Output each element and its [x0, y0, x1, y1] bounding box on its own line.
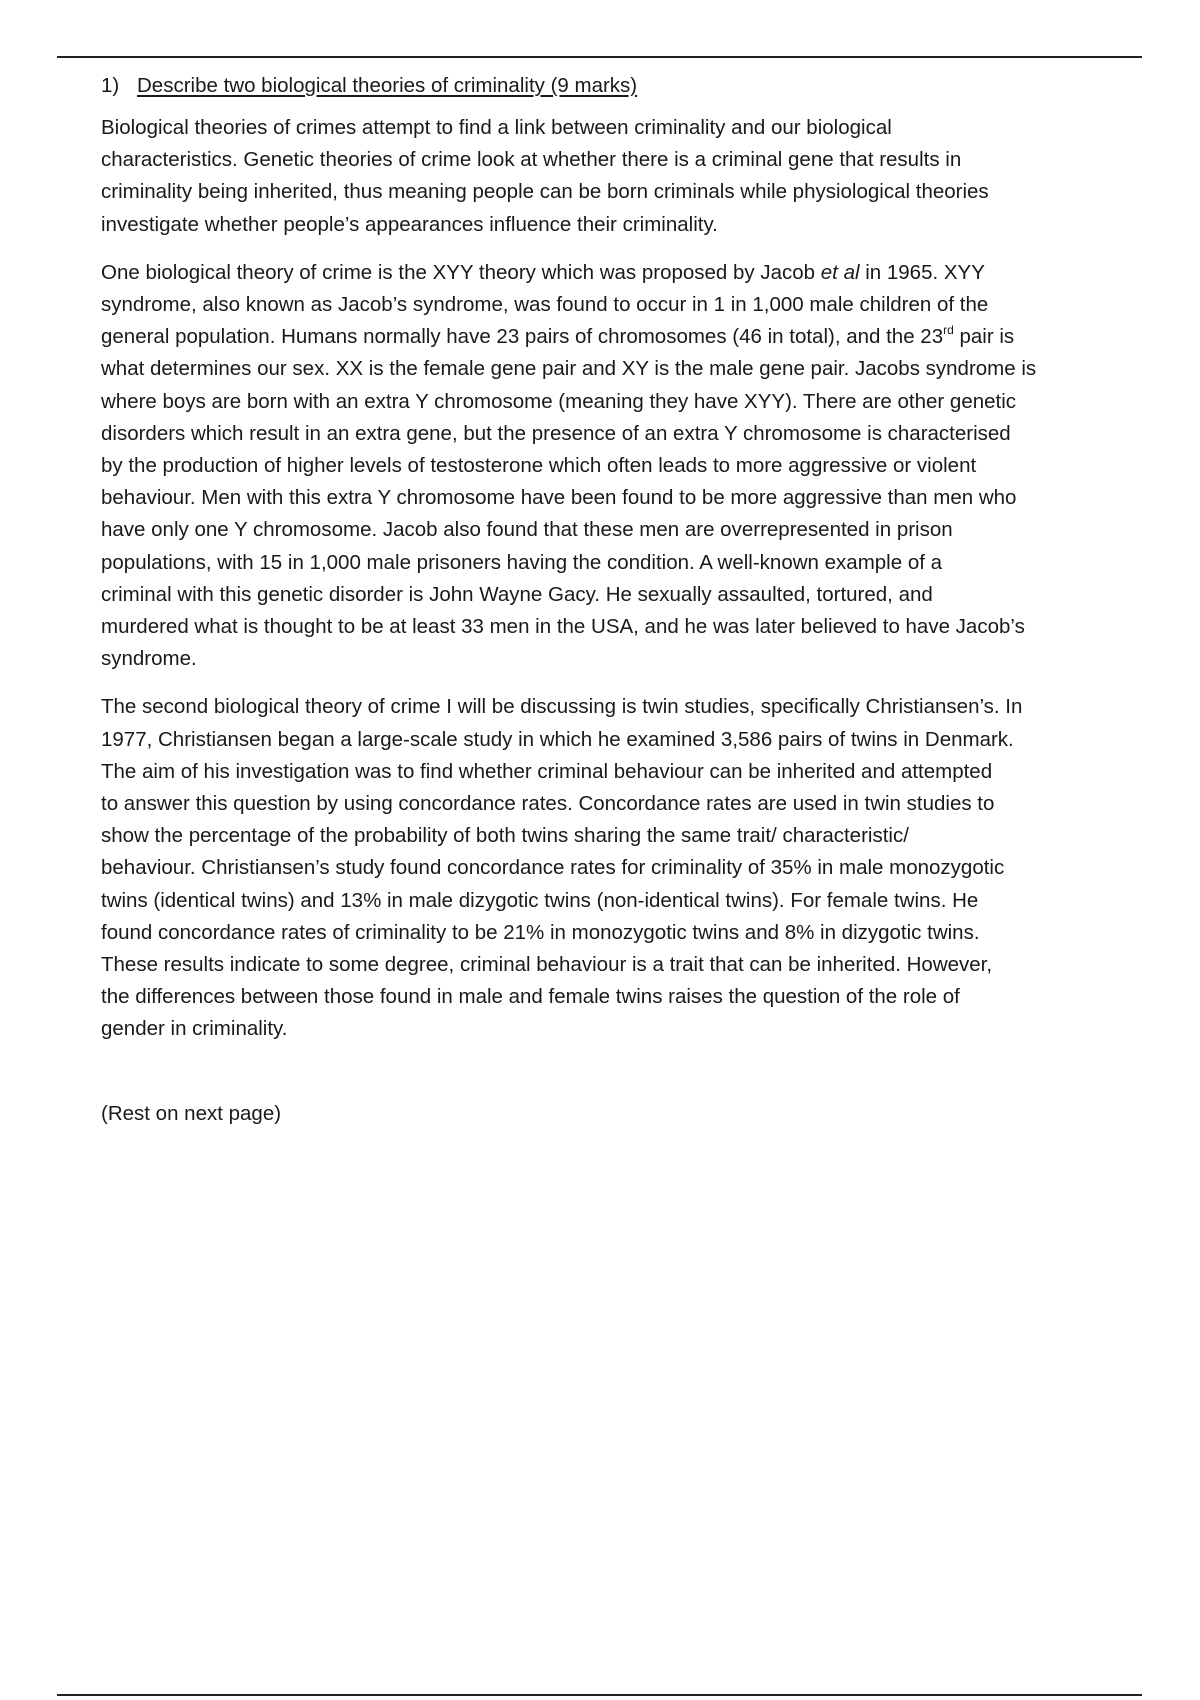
paragraph-line: show the percentage of the probability of both twins sharing the same trait/ characteristic/ — [101, 824, 909, 848]
text-run: in 1965. XYY — [859, 260, 985, 284]
paragraph-line: criminal with this genetic disorder is John Wayne Gacy. He sexually assaulted, tortured, and — [101, 582, 933, 606]
header-rule — [57, 56, 1142, 58]
intro-paragraph — [101, 112, 1101, 241]
paragraph-line: have only one Y chromosome. Jacob also found that these men are overrepresented in prison — [101, 518, 953, 542]
document-body — [101, 70, 1101, 1130]
paragraph-line: behaviour. Men with this extra Y chromosome have been found to be more aggressive than men who — [101, 486, 1017, 510]
paragraph-line: what determines our sex. XX is the female gene pair and XY is the male gene pair. Jacobs syndrome is — [101, 357, 1037, 381]
paragraph-line: murdered what is thought to be at least 33 men in the USA, and he was later believed to have Jacob’s — [101, 615, 1025, 639]
question-number: 1) — [101, 74, 120, 97]
paragraph-line: 1977, Christiansen began a large-scale study in which he examined 3,586 pairs of twins in Denmark. — [101, 727, 1014, 751]
xyy-paragraph — [101, 257, 1101, 676]
text-run: pair is — [953, 325, 1015, 349]
text-run: general population. Humans normally have 23 pairs of chromosomes (46 in total), and the 23 — [101, 325, 944, 349]
paragraph-line: syndrome, also known as Jacob’s syndrome, was found to occur in 1 in 1,000 male children of the — [101, 293, 989, 317]
paragraph-line — [101, 257, 1101, 289]
paragraph-line: gender in criminality. — [101, 1017, 288, 1041]
paragraph-line: criminality being inherited, thus meaning people can be born criminals while physiological theories — [101, 180, 989, 204]
paragraph-line: characteristics. Genetic theories of crime look at whether there is a criminal gene that results in — [101, 148, 962, 172]
paragraph-line: found concordance rates of criminality to be 21% in monozygotic twins and 8% in dizygotic twins. — [101, 920, 980, 944]
paragraph-line: Biological theories of crimes attempt to find a link between criminality and our biological — [101, 116, 892, 139]
paragraph-line: syndrome. — [101, 647, 197, 671]
paragraph-line: the differences between those found in male and female twins raises the question of the role of — [101, 985, 960, 1009]
paragraph-line: The aim of his investigation was to find whether criminal behaviour can be inherited and attempted — [101, 759, 993, 783]
text-run: One biological theory of crime is the XYY theory which was proposed by Jacob — [101, 260, 821, 284]
paragraph-line: These results indicate to some degree, criminal behaviour is a trait that can be inherited. However, — [101, 953, 993, 977]
paragraph-line: twins (identical twins) and 13% in male dizygotic twins (non-identical twins). For female twins. He — [101, 888, 979, 912]
paragraph-line: by the production of higher levels of testosterone which often leads to more aggressive or violent — [101, 454, 977, 478]
paragraph-line: investigate whether people’s appearances influence their criminality. — [101, 212, 718, 236]
paragraph-line: disorders which result in an extra gene, but the presence of an extra Y chromosome is characterised — [101, 421, 1011, 445]
continuation-note: (Rest on next page) — [101, 1101, 282, 1125]
paragraph-line: populations, with 15 in 1,000 male prisoners having the condition. A well-known example of a — [101, 550, 943, 574]
question-heading — [101, 70, 1101, 102]
paragraph-line: to answer this question by using concordance rates. Concordance rates are used in twin studies to — [101, 792, 995, 816]
footer-rule — [57, 1694, 1142, 1696]
question-text: Describe two biological theories of criminality (9 marks) — [137, 74, 638, 97]
italic-text: et al — [820, 260, 860, 284]
paragraph-line — [101, 321, 1101, 353]
twin-studies-paragraph — [101, 691, 1101, 1045]
paragraph-line: behaviour. Christiansen’s study found concordance rates for criminality of 35% in male monozygotic — [101, 856, 1005, 880]
paragraph-line: The second biological theory of crime I will be discussing is twin studies, specifically Christiansen’s. In — [101, 695, 1023, 719]
paragraph-line: where boys are born with an extra Y chromosome (meaning they have XYY). There are other genetic — [101, 389, 1017, 413]
superscript: rd — [943, 323, 954, 338]
